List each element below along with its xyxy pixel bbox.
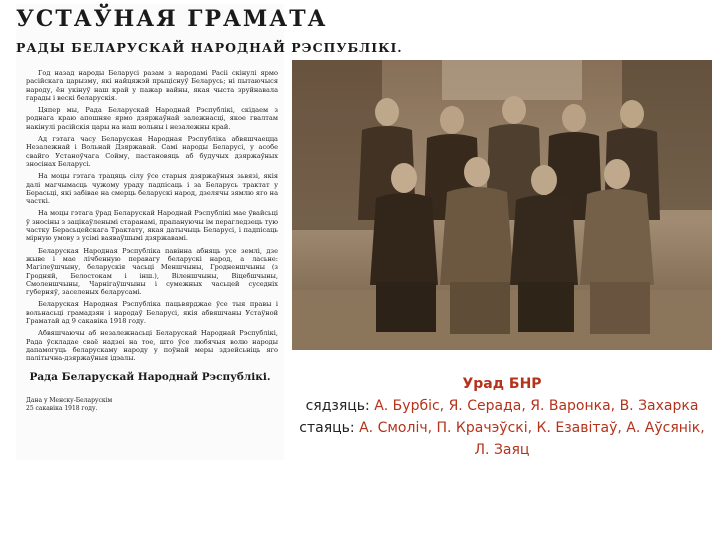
charter-footer-date: 25 сакавіка 1918 году. bbox=[26, 404, 98, 412]
caption-standing-line bbox=[290, 417, 714, 461]
charter-paragraph: Ад гэтага часу Беларуская Народная Рэспубліка абвяшчаецца Незалежнай і Вольнай Дзяржавай. Самі народы Беларусі, у асобе свайго Устаноўчага Сойму, пастановяць аб будучых дзяржаўных зносінах Беларусі. bbox=[26, 135, 278, 168]
charter-footer bbox=[26, 397, 284, 413]
photo-caption bbox=[290, 373, 714, 461]
charter-subtitle: РАДЫ БЕЛАРУСКАЙ НАРОДНАЙ РЭСПУБЛІКІ. bbox=[16, 40, 403, 55]
charter-paragraph: Год назад народы Беларусі разам з народамі Расіі скінулі ярмо расійскага царызму, які найцяжэй прыціснуў Беларусь; ні пытаючыся народу, ён укінуў наш край у пажар вайны, якая чыста зруйнавала гарады і вескі беларускія. bbox=[26, 69, 278, 102]
charter-title: УСТАЎНАЯ ГРАМАТА bbox=[16, 6, 328, 32]
caption-standing-names: А. Смоліч, П. Крачэўскі, К. Езавітаў, А. Аўсянік, Л. Заяц bbox=[359, 420, 705, 458]
charter-paragraph: Абвяшчаючы аб незалежнасьці Беларускай Народнай Рэспублікі, Рада ўскладае сваё надзеі на тое, што ўсе любячыя волю народы дапамогуць беларускаму народу у поўнай меры здзейсьніць яго палітычна-дзяржаўныя ідэалы. bbox=[26, 329, 278, 363]
group-photo-image bbox=[292, 60, 712, 350]
charter-paragraph: Беларуская Народная Рэспубліка пацьвярджае ўсе тыя правы і вольнасьці грамадзян і народаў Беларусі, якія абвяшчаны Устаўной Граматай ад 9 сакавіка 1918 году. bbox=[26, 300, 278, 326]
caption-seated-names: А. Бурбіс, Я. Серада, Я. Варонка, В. Захарка bbox=[374, 398, 699, 414]
photo-sepia-tone bbox=[292, 60, 712, 350]
charter-footer-place: Дана у Менску-Беларускім bbox=[26, 396, 113, 404]
government-group-photo bbox=[292, 60, 712, 350]
charter-paragraph: Беларуская Народная Рэспубліка павінна абняць усе землі, дзе жыве і мае лічбенную перавагу беларускі народ, а ласьне: Магілеўшчыну, беларускія часьці Меншчыны, Гродненшчыны (з Гродняй, Белостокам і інш.), Віленшчыны, Віцебшчыны, Смоленшчыны, Чарнігаўшчыны і сумежных часьцей суседніх губерняў, заселеных беларусамі. bbox=[26, 246, 278, 297]
charter-signature: Рада Беларускай Народнай Рэспублікі. bbox=[29, 370, 271, 383]
charter-paragraph: Цяпер мы, Рада Беларускай Народнай Рэспублікі, скідаем з роднага краю апошняе ярмо дзяржаўнай залежнасці, якое гвалтам накінулі расійскія цары на наш вольны і незалежны край. bbox=[26, 106, 278, 131]
caption-seated-line bbox=[290, 395, 714, 417]
caption-standing-label: стаяць: bbox=[299, 420, 355, 436]
charter-paragraph: На моцы гэтага ўрад Беларускай Народнай Рэспублікі мае ўвайсьці ў зносіны з зацікаўленымі старанамі, прапануючы ім перагледзець тую частку Берасьцейскага Трактату, якая датычыць Беларусі, і падпісаць мірную умову з усімі ваяваўшымі дзяржавамі. bbox=[26, 209, 278, 243]
caption-title: Урад БНР bbox=[462, 376, 542, 392]
caption-seated-label: сядзяць: bbox=[305, 398, 370, 414]
charter-body bbox=[26, 69, 278, 363]
charter-paragraph: На моцы гэтага трацяць сілу ўсе старыя дзяржаўныя зьвязі, якія далі магчымасць чужому ураду падпісаць і за Беларусь трактат у Берасьці, які забівае на смерць беларускі народ, дзелячы зямлю яго на часткі. bbox=[26, 172, 278, 206]
